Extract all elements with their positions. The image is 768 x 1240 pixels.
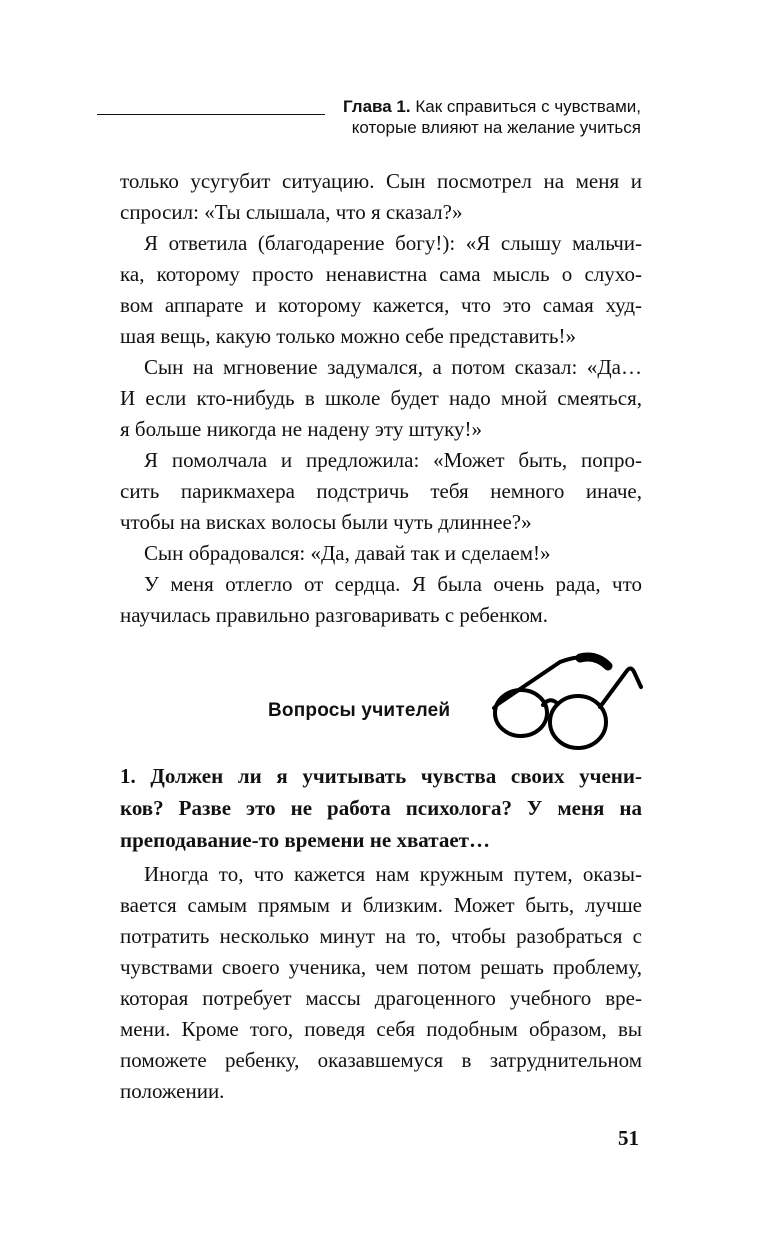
text-line: ков? Разве это не работа психолога? У меня на: [120, 796, 642, 820]
text-line: Сын обрадовался: «Да, давай так и сделаем!»: [144, 541, 551, 565]
running-header: [343, 96, 641, 138]
text-line: поможете ребенку, оказавшемуся в затруднительном: [120, 1048, 642, 1072]
page-number: 51: [618, 1126, 639, 1150]
paragraph: [120, 538, 642, 569]
text-line: ка, которому просто ненавистна сама мысль о слухо-: [120, 262, 642, 286]
text-line: чтобы на висках волосы были чуть длиннее?»: [120, 510, 532, 534]
text-line: я больше никогда не надену эту штуку!»: [120, 417, 483, 441]
text-line: шая вещь, какую только можно себе представить!»: [120, 324, 576, 348]
answer-text: [120, 859, 642, 1107]
text-line: У меня отлегло от сердца. Я была очень рада, что: [144, 572, 642, 596]
paragraph: [120, 859, 642, 1107]
text-line: Я ответила (благодарение богу!): «Я слышу мальчи-: [144, 231, 642, 255]
text-line: Я помолчала и предложила: «Может быть, попро-: [144, 448, 642, 472]
text-line: сить парикмахера подстричь тебя немного иначе,: [120, 479, 642, 503]
text-line: научилась правильно разговаривать с ребенком.: [120, 603, 548, 627]
chapter-title-line1: Как справиться с чувствами,: [415, 97, 641, 116]
chapter-title-line2: которые влияют на желание учиться: [351, 118, 641, 137]
paragraph: [120, 445, 642, 538]
story-text: [120, 166, 642, 631]
text-line: спросил: «Ты слышала, что я сказал?»: [120, 200, 463, 224]
text-line: только усугубит ситуацию. Сын посмотрел на меня и: [120, 169, 642, 193]
chapter-label: Глава 1.: [342, 97, 411, 116]
section-title: Вопросы учителей: [268, 700, 451, 721]
text-line: мени. Кроме того, поведя себя подобным образом, вы: [120, 1017, 642, 1041]
text-line: положении.: [120, 1079, 225, 1103]
paragraph: [120, 760, 642, 856]
paragraph: [120, 352, 642, 445]
header-rule: [97, 114, 325, 115]
paragraph: [120, 569, 642, 631]
text-line: которая потребует массы драгоценного учебного вре-: [120, 986, 642, 1010]
text-line: 1. Должен ли я учитывать чувства своих учени-: [120, 764, 642, 788]
paragraph: [120, 166, 642, 228]
text-line: вом аппарате и которому кажется, что это самая худ-: [120, 293, 642, 317]
text-line: Иногда то, что кажется нам кружным путем, оказы-: [144, 862, 642, 886]
paragraph: [120, 228, 642, 352]
text-line: вается самым прямым и близким. Может быть, лучше: [120, 893, 642, 917]
text-line: потратить несколько минут на то, чтобы разобраться с: [120, 924, 642, 948]
text-line: И если кто-нибудь в школе будет надо мной смеяться,: [120, 386, 642, 410]
text-line: Сын на мгновение задумался, а потом сказал: «Да…: [144, 355, 642, 379]
question-text: [120, 760, 642, 856]
glasses-icon: [488, 652, 663, 752]
text-line: чувствами своего ученика, чем потом решать проблему,: [120, 955, 642, 979]
text-line: преподавание-то времени не хватает…: [120, 828, 490, 852]
